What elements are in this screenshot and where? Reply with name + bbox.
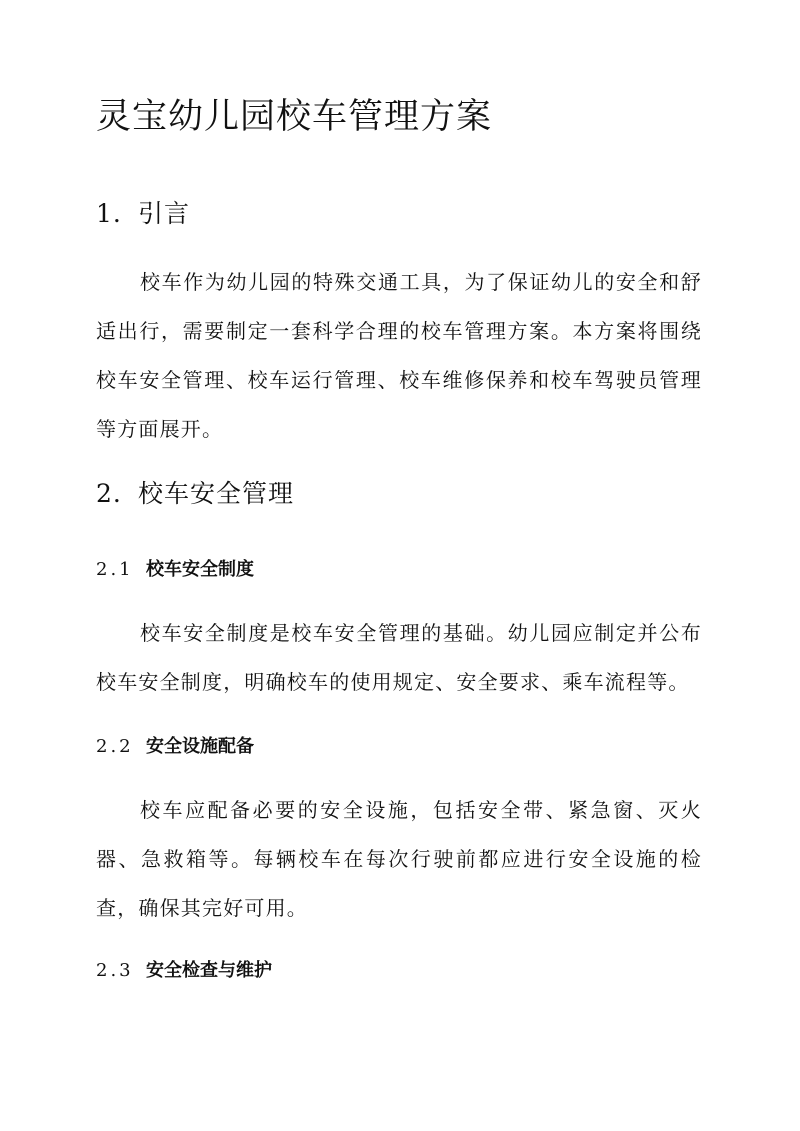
- section-heading-intro: [96, 196, 190, 232]
- subsection-heading-2-3: [96, 957, 272, 985]
- subsection-number: 2.1: [96, 559, 134, 580]
- document-title: 灵宝幼儿园校车管理方案: [96, 97, 493, 137]
- section-title: 引言: [138, 199, 191, 228]
- paragraph-safety-rules: 校车安全制度是校车安全管理的基础。幼儿园应制定并公布校车安全制度，明确校车的使用规定、安全要求、乘车流程等。: [96, 621, 702, 694]
- section-number: 1.: [96, 199, 122, 228]
- subsection-title: 安全设施配备: [146, 736, 254, 757]
- paragraph-intro: 校车作为幼儿园的特殊交通工具，为了保证幼儿的安全和舒适出行，需要制定一套科学合理的校车管理方案。本方案将围绕校车安全管理、校车运行管理、校车维修保养和校车驾驶员管理等方面展开。: [96, 270, 702, 441]
- paragraph-safety-equipment: 校车应配备必要的安全设施，包括安全带、紧急窗、灭火器、急救箱等。每辆校车在每次行驶前都应进行安全设施的检查，确保其完好可用。: [96, 798, 702, 920]
- section-title: 校车安全管理: [138, 479, 295, 508]
- subsection-number: 2.2: [96, 736, 134, 757]
- subsection-title: 校车安全制度: [146, 559, 254, 580]
- subsection-heading-2-2: [96, 733, 254, 761]
- section-heading-safety: [96, 476, 294, 512]
- section-number: 2.: [96, 479, 122, 508]
- subsection-number: 2.3: [96, 960, 134, 981]
- subsection-heading-2-1: [96, 556, 254, 584]
- subsection-title: 安全检查与维护: [146, 960, 272, 981]
